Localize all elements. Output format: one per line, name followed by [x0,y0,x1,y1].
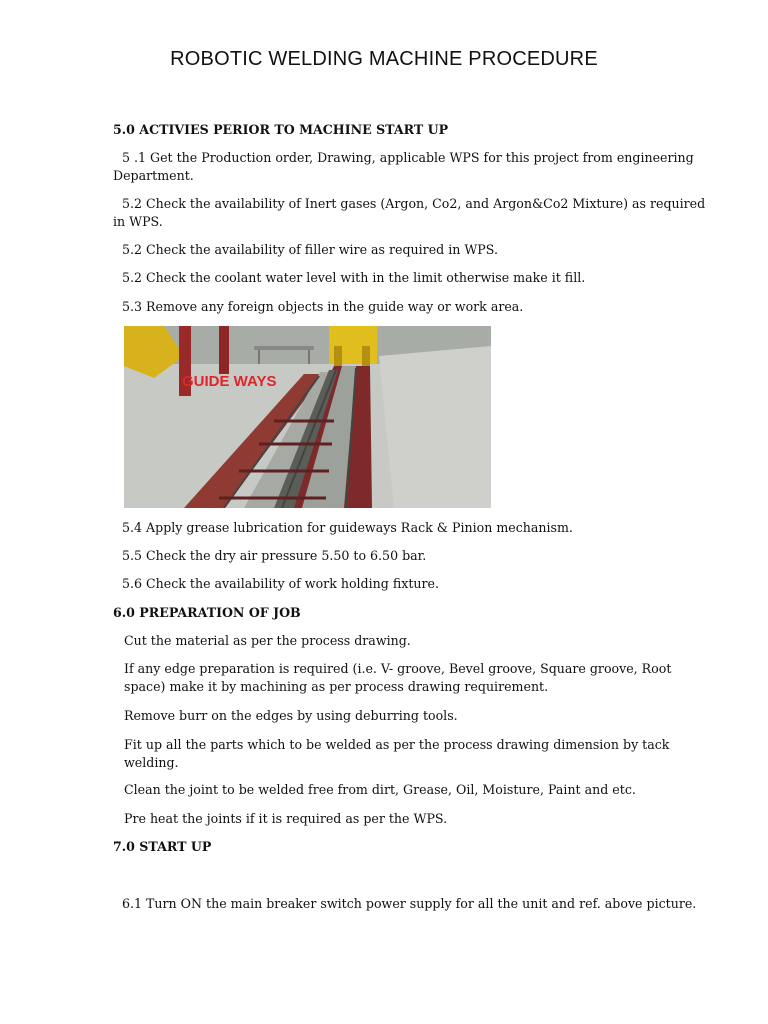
job-prep-edge-continued: space) make it by machining as per process drawing requirement. [124,679,549,694]
step-5-3: 5.3 Remove any foreign objects in the guide way or work area. [122,299,524,314]
section-6-heading: 6.0 PREPARATION OF JOB [113,605,301,620]
guide-ways-label: GUIDE WAYS [182,373,277,390]
step-5-1-continued: Department. [113,168,194,183]
section-5-heading: 5.0 ACTIVIES PERIOR TO MACHINE START UP [113,122,449,137]
job-prep-preheat: Pre heat the joints if it is required as per the WPS. [124,811,448,826]
job-prep-fit-up: Fit up all the parts which to be welded as per the process drawing dimension by tack [124,737,670,752]
step-5-2-coolant: 5.2 Check the coolant water level with in the limit otherwise make it fill. [122,270,586,285]
job-prep-cut: Cut the material as per the process drawing. [124,633,411,648]
step-6-1: 6.1 Turn ON the main breaker switch power supply for all the unit and ref. above picture. [122,896,697,911]
step-5-5: 5.5 Check the dry air pressure 5.50 to 6.50 bar. [122,548,427,563]
job-prep-deburr: Remove burr on the edges by using deburring tools. [124,708,458,723]
job-prep-edge: If any edge preparation is required (i.e. V- groove, Bevel groove, Square groove, Root [124,661,672,676]
guide-ways-photo [124,326,491,508]
job-prep-clean: Clean the joint to be welded free from dirt, Grease, Oil, Moisture, Paint and etc. [124,782,636,797]
section-7-heading: 7.0 START UP [113,839,212,854]
step-5-2-gases-continued: in WPS. [113,214,163,229]
document-title: ROBOTIC WELDING MACHINE PROCEDURE [170,48,598,70]
step-5-4: 5.4 Apply grease lubrication for guideways Rack & Pinion mechanism. [122,520,573,535]
step-5-6: 5.6 Check the availability of work holding fixture. [122,576,439,591]
step-5-2-filler-wire: 5.2 Check the availability of filler wire as required in WPS. [122,242,498,257]
step-5-1: 5 .1 Get the Production order, Drawing, applicable WPS for this project from engineering [122,150,694,165]
step-5-2-gases: 5.2 Check the availability of Inert gases (Argon, Co2, and Argon&Co2 Mixture) as required [122,196,706,211]
job-prep-fit-up-continued: welding. [124,755,179,770]
